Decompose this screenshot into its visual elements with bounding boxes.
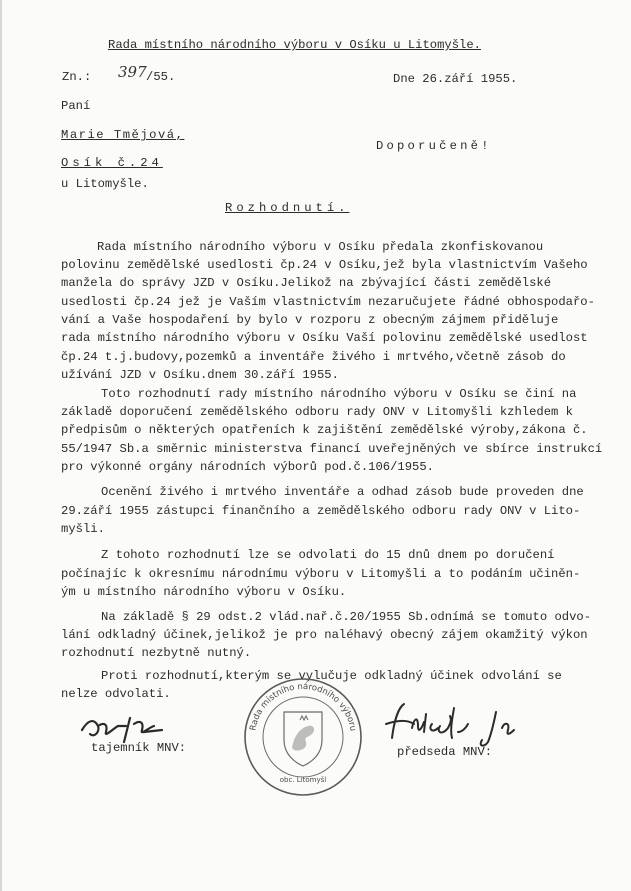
body-line: rozhodnutí nezbytně nutný. bbox=[61, 646, 252, 660]
document-title: Rozhodnutí. bbox=[225, 201, 350, 215]
body-line: Na základě § 29 odst.2 vlád.nař.č.20/1955 Sb.odnímá se tomuto odvo- bbox=[101, 610, 592, 624]
letter-date: Dne 26.září 1955. bbox=[393, 72, 518, 86]
delivery-note: Doporučeně! bbox=[376, 139, 492, 153]
body-line: Rada místního národního výboru v Osíku předala zkonfiskovanou bbox=[97, 240, 544, 254]
addressee-name: Marie Tmějová, bbox=[61, 128, 185, 142]
body-line: polovinu zemědělské usedlosti čp.24 v Osíku,jež byla vlastnictvím Vašeho bbox=[61, 258, 588, 272]
body-line: počínajíc k okresnímu národnímu výboru v Litomyšli a to podáním učiněn- bbox=[61, 567, 581, 581]
official-stamp bbox=[242, 676, 364, 798]
body-line: Proti rozhodnutí,kterým se vylučuje odkladný účinek odvolání se bbox=[101, 669, 562, 683]
body-line: usedlosti čp.24 jež je Vaším vlastnictvím nezaručujete řádné obhospodařo- bbox=[61, 295, 595, 309]
addressee-street: Osík č.24 bbox=[61, 156, 163, 170]
stamp-ring-text: Rada místního národního výboru bbox=[248, 681, 358, 732]
secretary-title: tajemník MNV: bbox=[91, 741, 187, 755]
body-line: Ocenění živého i mrtvého inventáře a odhad zásob bude proveden dne bbox=[101, 485, 584, 499]
reference-number: 397 bbox=[118, 63, 147, 81]
body-line: Z tohoto rozhodnutí lze se odvolati do 15 dnů dnem po doručení bbox=[101, 548, 555, 562]
body-line: užívání JZD v Osíku.dnem 30.září 1955. bbox=[61, 368, 339, 382]
reference-year: /55. bbox=[146, 70, 176, 84]
reference-label: Zn.: bbox=[62, 70, 92, 84]
body-line: Toto rozhodnutí rady místního národního výboru v Osíku se činí na bbox=[101, 387, 577, 401]
body-line: 55/1947 Sb.a směrnic ministerstva financí uveřejněných ve sbírce instrukcí bbox=[61, 442, 603, 456]
body-line: ým u místního národního výboru v Osíku. bbox=[61, 585, 347, 599]
stamp-place: obc. Litomyšl bbox=[279, 776, 327, 784]
office-heading: Rada místního národního výboru v Osíku u Litomyšle. bbox=[108, 38, 481, 52]
body-line: vání a Vaše hospodaření by bylo v rozporu z obecným zájmem přiděluje bbox=[61, 313, 559, 327]
body-line: manžela do správy JZD v Osíku.Jelikož na zbývající části zemědělské bbox=[61, 276, 552, 290]
body-line: čp.24 t.j.budovy,pozemků a inventáře živého i mrtvého,včetně zásob do bbox=[61, 350, 566, 364]
body-line: rada místního národního výboru v Osíku Vaší polovinu zemědělské usedlost bbox=[61, 331, 588, 345]
addressee-town: u Litomyšle. bbox=[61, 177, 149, 191]
body-line: základě doporučení zemědělského odboru rady ONV v Litomyšli kzhledem k bbox=[61, 405, 573, 419]
body-line: nelze odvolati. bbox=[61, 687, 171, 701]
scan-edge bbox=[0, 0, 2, 891]
salutation: Paní bbox=[61, 99, 91, 113]
body-line: lání odkladný účinek,jelikož je pro naléhavý obecný zájem okamžitý výkon bbox=[61, 628, 588, 642]
body-line: 29.září 1955 zástupci finančního a zemědělského odboru rady ONV v Lito- bbox=[61, 504, 581, 518]
body-line: pro výkonné orgány národních výborů pod.č.106/1955. bbox=[61, 460, 434, 474]
chairman-title: předseda MNV: bbox=[397, 745, 493, 759]
body-line: myšli. bbox=[61, 522, 105, 536]
body-line: předpisům o některých opatřeních k zajištění zemědělské výroby,zákona č. bbox=[61, 423, 588, 437]
chairman-signature bbox=[378, 698, 538, 750]
